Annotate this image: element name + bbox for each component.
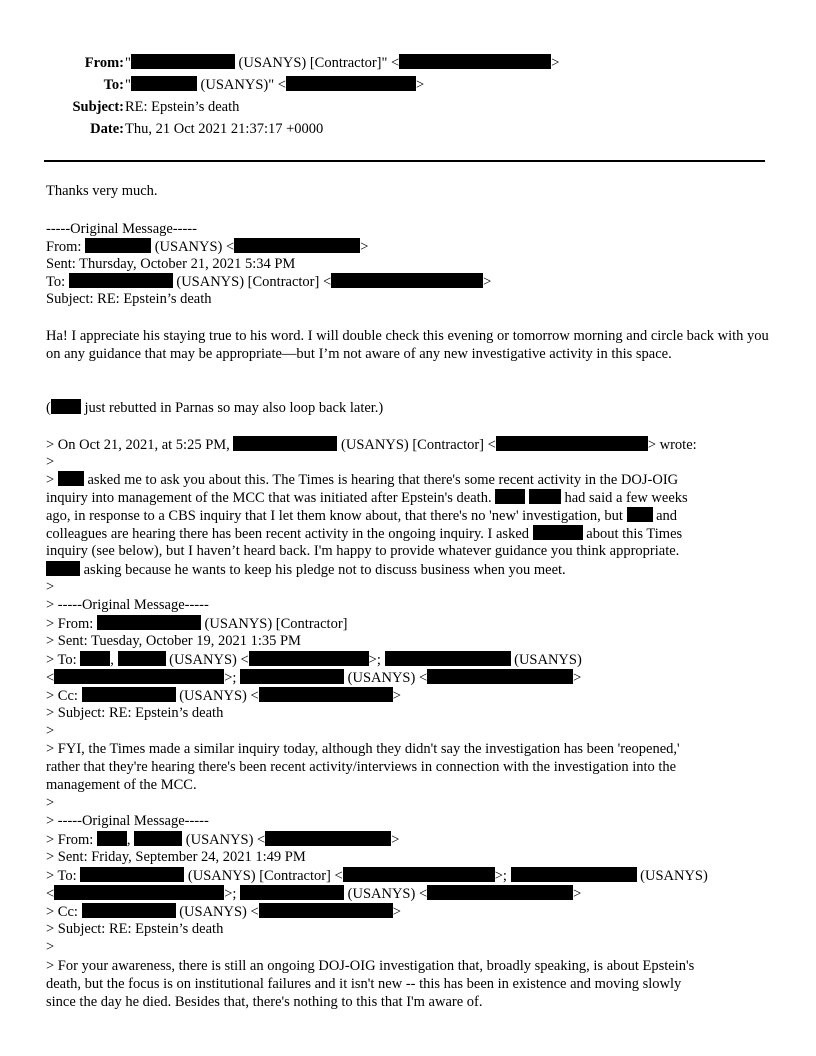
orig1-separator: -----Original Message----- [46, 221, 197, 237]
subject-label: Subject: [72, 99, 124, 115]
quote2-subject: > Subject: RE: Epstein’s death [46, 705, 224, 721]
quote3-from: > From: , (USANYS) < > [46, 832, 400, 848]
redaction-box [249, 651, 369, 666]
redaction-box [131, 76, 197, 91]
quote1-line4: colleagues are hearing there has been recent activity in the ongoing inquiry. I asked about this Times [46, 526, 683, 542]
quote3-to-cont: < >; (USANYS) < > [46, 886, 582, 902]
orig1-to: To: (USANYS) [Contractor] < > [46, 274, 492, 290]
quote3-cc: > Cc: (USANYS) < > [46, 904, 401, 920]
redaction-box [233, 436, 337, 451]
orig1-from: From: (USANYS) < > [46, 239, 369, 255]
quote-gt: > [46, 579, 55, 595]
quote2-cc: > Cc: (USANYS) < > [46, 688, 401, 704]
date-value: Thu, 21 Oct 2021 21:37:17 +0000 [125, 121, 324, 137]
quote2-to-cont: < >; (USANYS) < > [46, 670, 582, 686]
redaction-box [80, 651, 110, 666]
parnas-note: ( just rebutted in Parnas so may also loop back later.) [46, 400, 384, 416]
redaction-box [627, 507, 653, 522]
redaction-box [286, 76, 416, 91]
orig1-subject: Subject: RE: Epstein’s death [46, 291, 212, 307]
quote-gt: > [46, 454, 55, 470]
reply-paragraph: Ha! I appreciate his staying true to his word. I will double check this evening or tomorrow morning and circle back with you on any guidance that may be appropriate—but I’m not aware of any new investigative activity in this space. [46, 328, 769, 362]
date-label: Date: [90, 121, 124, 137]
redaction-box [82, 903, 176, 918]
quote1-line5: inquiry (see below), but I haven’t heard back. I'm happy to provide whatever guidance you think appropriate. [46, 543, 680, 559]
quote-gt: > [46, 939, 55, 955]
quote2-fyi-line1: > FYI, the Times made a similar inquiry today, although they didn't say the investigation has been 'reopened,' [46, 741, 680, 757]
quote3-subject: > Subject: RE: Epstein’s death [46, 921, 224, 937]
redaction-box [46, 561, 80, 576]
redaction-box [134, 831, 182, 846]
redaction-box [259, 687, 393, 702]
quote1-line3: ago, in response to a CBS inquiry that I let them know about, that there's no 'new' investigation, but and [46, 508, 678, 524]
redaction-box [54, 669, 224, 684]
redaction-box [131, 54, 235, 69]
redaction-box [496, 436, 648, 451]
quote1-line2: inquiry into management of the MCC that was initiated after Epstein's death. had said a few weeks [46, 490, 688, 506]
redaction-box [51, 399, 81, 414]
quote-gt: > [46, 795, 55, 811]
quote3-separator: > -----Original Message----- [46, 813, 209, 829]
quote-gt: > [46, 723, 55, 739]
quote2-sent: > Sent: Tuesday, October 19, 2021 1:35 PM [46, 633, 301, 649]
header-to-row [0, 75, 816, 95]
redaction-box [427, 885, 573, 900]
header-date-row [0, 119, 816, 139]
header-subject-row [0, 97, 816, 117]
quote3-to: > To: (USANYS) [Contractor] < >; (USANYS) [46, 868, 708, 884]
quote3-awareness-line1: > For your awareness, there is still an ongoing DOJ-OIG investigation that, broadly speaking, is about Epstein's [46, 958, 695, 974]
to-value: " (USANYS)" < > [125, 77, 425, 93]
quote3-sent: > Sent: Friday, September 24, 2021 1:49 PM [46, 849, 306, 865]
header-from-row [0, 53, 816, 73]
quote3-awareness-line3: since the day he died. Besides that, there's nothing to this that I'm aware of. [46, 994, 483, 1010]
subject-value: RE: Epstein’s death [125, 99, 240, 115]
quote1-line1: > asked me to ask you about this. The Times is hearing that there's some recent activity in the DOJ-OIG [46, 472, 679, 488]
redaction-box [259, 903, 393, 918]
redaction-box [511, 867, 637, 882]
from-label: From: [84, 55, 124, 71]
quote2-to: > To: , (USANYS) < >; (USANYS) [46, 652, 582, 668]
redaction-box [427, 669, 573, 684]
quote2-from: > From: (USANYS) [Contractor] [46, 616, 348, 632]
to-label: To: [103, 77, 124, 93]
header-divider [44, 160, 765, 162]
redaction-box [80, 867, 184, 882]
redaction-box [240, 669, 344, 684]
redaction-box [343, 867, 495, 882]
redaction-box [495, 489, 525, 504]
redaction-box [54, 885, 224, 900]
quote2-fyi-line2: rather that they're hearing there's been recent activity/interviews in connection with the investigation into the [46, 759, 677, 775]
redaction-box [97, 831, 127, 846]
redaction-box [240, 885, 344, 900]
from-value: " (USANYS) [Contractor]" < > [125, 55, 560, 71]
redaction-box [58, 471, 84, 486]
quote2-separator: > -----Original Message----- [46, 597, 209, 613]
redaction-box [385, 651, 511, 666]
quote1-on-line: > On Oct 21, 2021, at 5:25 PM, (USANYS) [Contractor] < > wrote: [46, 437, 697, 453]
redaction-box [533, 525, 583, 540]
redaction-box [265, 831, 391, 846]
quote3-awareness-line2: death, but the focus is on institutional failures and it isn't new -- this has been in existence and moving slowly [46, 976, 682, 992]
redaction-box [529, 489, 561, 504]
redaction-box [234, 238, 360, 253]
orig1-sent: Sent: Thursday, October 21, 2021 5:34 PM [46, 256, 296, 272]
redaction-box [97, 615, 201, 630]
redaction-box [69, 273, 173, 288]
thanks-line: Thanks very much. [46, 183, 158, 199]
redaction-box [85, 238, 151, 253]
redaction-box [399, 54, 551, 69]
redaction-box [118, 651, 166, 666]
redaction-box [82, 687, 176, 702]
quote2-fyi-line3: management of the MCC. [46, 777, 197, 793]
quote1-line6: asking because he wants to keep his pledge not to discuss business when you meet. [46, 561, 771, 578]
redaction-box [331, 273, 483, 288]
